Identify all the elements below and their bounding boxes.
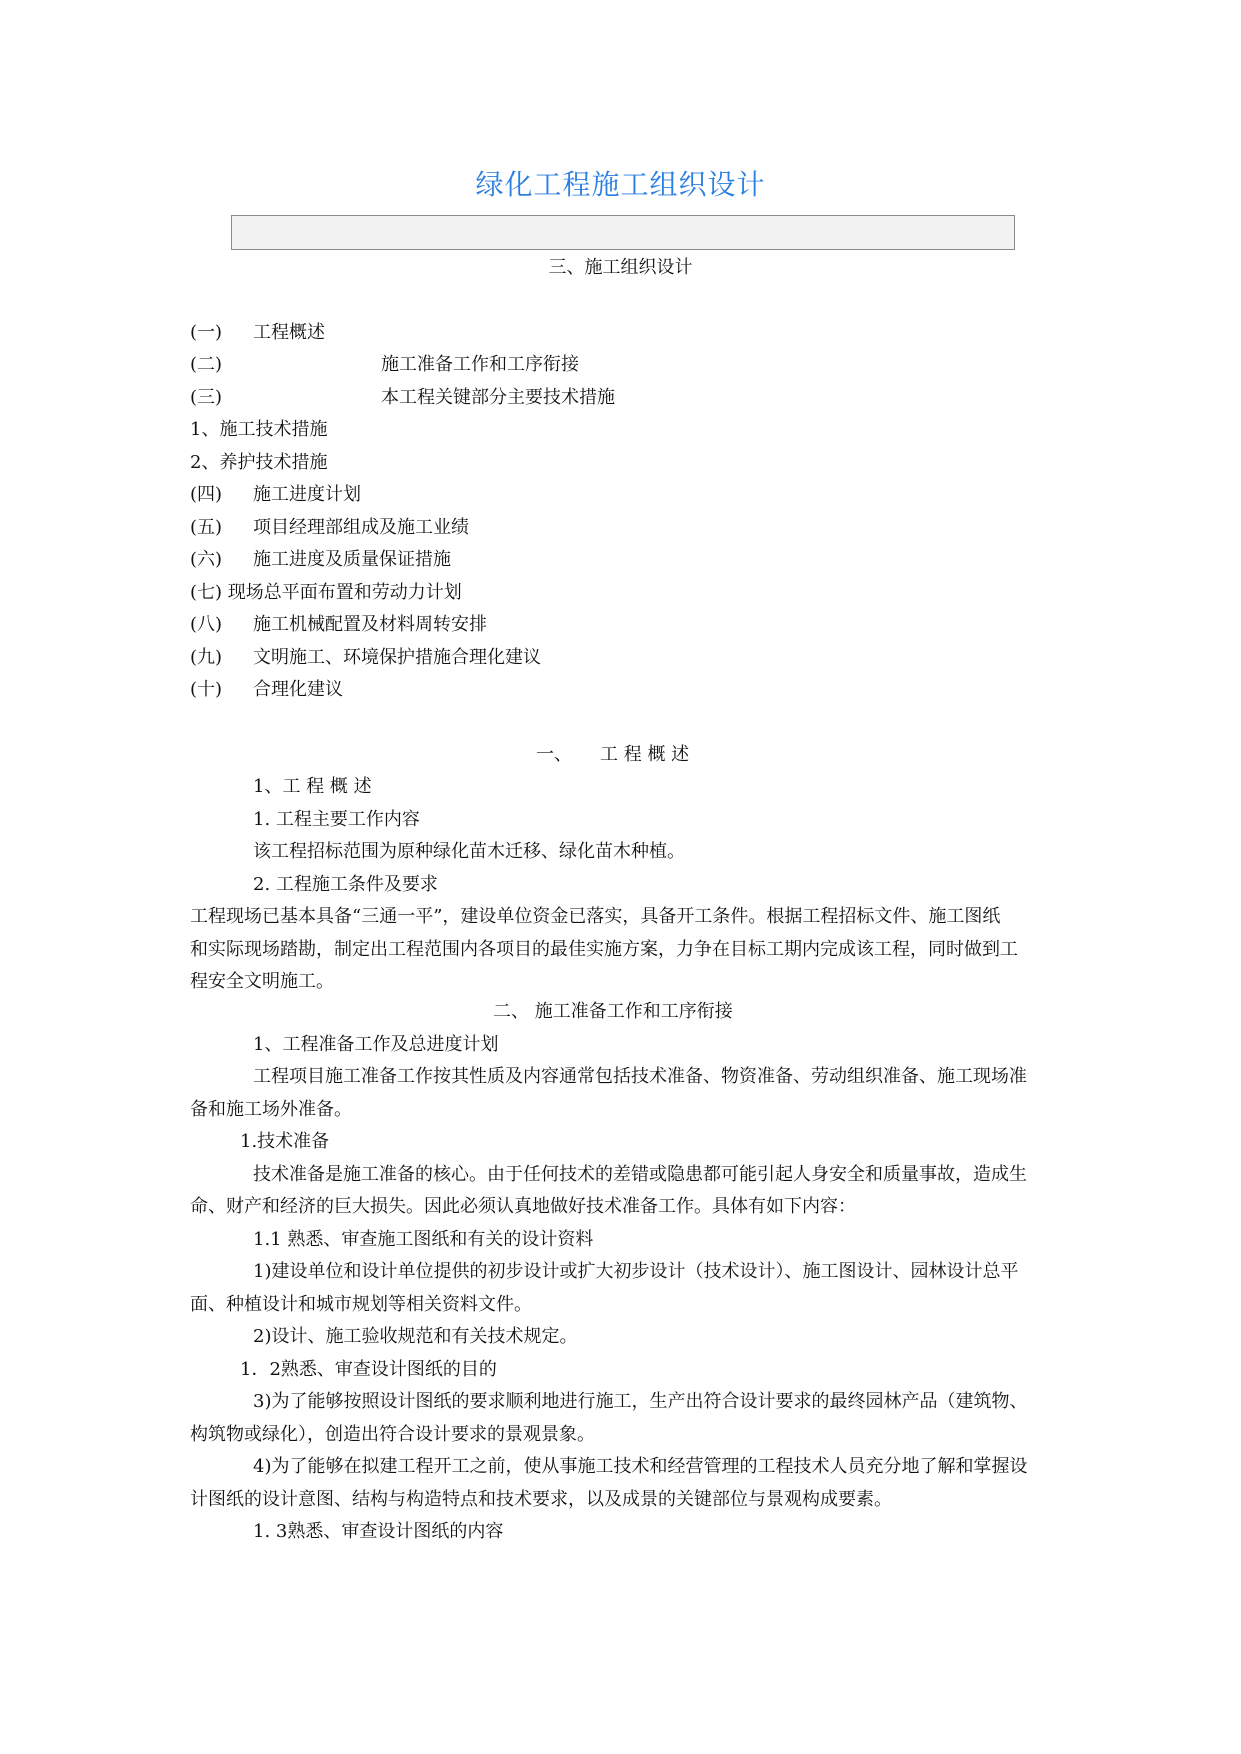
- paragraph-line: 和实际现场踏勘，制定出工程范围内各项目的最佳实施方案，力争在目标工期内完成该工程，同时做到工: [190, 939, 1018, 960]
- list-item: 2. 工程施工条件及要求: [253, 874, 438, 895]
- toc-item-text: 施工进度及质量保证措施: [253, 549, 451, 570]
- toc-item-text: 施工准备工作和工序衔接: [381, 354, 579, 375]
- paragraph-line: 工程项目施工准备工作按其性质及内容通常包括技术准备、物资准备、劳动组织准备、施工现场准: [253, 1066, 1027, 1087]
- toc-item-number: (十): [190, 679, 223, 700]
- toc-item: 2、养护技术措施: [190, 452, 328, 473]
- toc-item: [190, 613, 487, 637]
- paragraph-line: 2)设计、施工验收规范和有关技术规定。: [253, 1326, 578, 1347]
- list-item: 1. 工程主要工作内容: [253, 809, 420, 830]
- paragraph-line: 备和施工场外准备。: [190, 1099, 352, 1120]
- toc-item-text: 施工机械配置及材料周转安排: [253, 614, 487, 635]
- toc-item-number: (六): [190, 549, 223, 570]
- toc-item: 1、施工技术措施: [190, 419, 328, 440]
- paragraph-line: 程安全文明施工。: [190, 971, 334, 992]
- paragraph-line: 命、财产和经济的巨大损失。因此必须认真地做好技术准备工作。具体有如下内容：: [190, 1196, 856, 1217]
- sub-heading: 1、工程准备工作及总进度计划: [253, 1034, 499, 1055]
- toc-item: (七) 现场总平面布置和劳动力计划: [190, 582, 462, 603]
- paragraph-line: 4)为了能够在拟建工程开工之前，使从事施工技术和经营管理的工程技术人员充分地了解和掌握设: [253, 1456, 1028, 1477]
- paragraph: 该工程招标范围为原种绿化苗木迁移、绿化苗木种植。: [253, 841, 685, 862]
- section-subtitle: 三、施工组织设计: [548, 257, 693, 278]
- list-item: 1. 3熟悉、审查设计图纸的内容: [253, 1521, 504, 1542]
- toc-item-number: (一): [190, 322, 223, 343]
- grey-banner-box: [231, 215, 1015, 250]
- section-heading: 二、 施工准备工作和工序衔接: [493, 1001, 733, 1022]
- toc-item-number: (八): [190, 614, 223, 635]
- toc-item-number: (五): [190, 517, 223, 538]
- paragraph-line: 1)建设单位和设计单位提供的初步设计或扩大初步设计（技术设计）、施工图设计、园林设计总平: [253, 1261, 1019, 1282]
- document-title: 绿化工程施工组织设计: [475, 168, 766, 201]
- paragraph-line: 技术准备是施工准备的核心。由于任何技术的差错或隐患都可能引起人身安全和质量事故，造成生: [253, 1164, 1027, 1185]
- sub-heading: 1、工 程 概 述: [253, 776, 372, 797]
- toc-item: [190, 353, 579, 377]
- section-heading-text: 工 程 概 述: [600, 744, 690, 765]
- toc-item-text: 合理化建议: [253, 679, 343, 700]
- section-heading: [536, 743, 690, 767]
- toc-item-text: 本工程关键部分主要技术措施: [381, 387, 615, 408]
- paragraph-line: 计图纸的设计意图、结构与构造特点和技术要求，以及成景的关键部位与景观构成要素。: [190, 1489, 892, 1510]
- list-item: 1．2熟悉、审查设计图纸的目的: [240, 1359, 497, 1380]
- toc-item: [190, 321, 325, 345]
- toc-item-number: (三): [190, 387, 223, 408]
- toc-item: [190, 386, 615, 410]
- toc-item-number: (二): [190, 354, 223, 375]
- toc-item: [190, 548, 451, 572]
- toc-item-text: 施工进度计划: [253, 484, 361, 505]
- list-item: 1.1 熟悉、审查施工图纸和有关的设计资料: [253, 1229, 594, 1250]
- toc-item-number: (九): [190, 647, 223, 668]
- paragraph-line: 工程现场已基本具备“三通一平”，建设单位资金已落实，具备开工条件。根据工程招标文件、施工图纸: [190, 906, 1001, 927]
- toc-item-text: 项目经理部组成及施工业绩: [253, 517, 469, 538]
- paragraph-line: 面、种植设计和城市规划等相关资料文件。: [190, 1294, 532, 1315]
- list-item: 1.技术准备: [240, 1131, 330, 1152]
- paragraph-line: 3)为了能够按照设计图纸的要求顺利地进行施工，生产出符合设计要求的最终园林产品（建筑物、: [253, 1391, 1028, 1412]
- section-heading-number: 一、: [536, 744, 572, 765]
- toc-item: [190, 483, 361, 507]
- toc-item-text: 工程概述: [253, 322, 325, 343]
- toc-item-number: (四): [190, 484, 223, 505]
- paragraph-line: 构筑物或绿化），创造出符合设计要求的景观景象。: [190, 1424, 595, 1445]
- toc-item-text: 文明施工、环境保护措施合理化建议: [253, 647, 541, 668]
- toc-item: [190, 678, 343, 702]
- toc-item: [190, 516, 469, 540]
- toc-item: [190, 646, 541, 670]
